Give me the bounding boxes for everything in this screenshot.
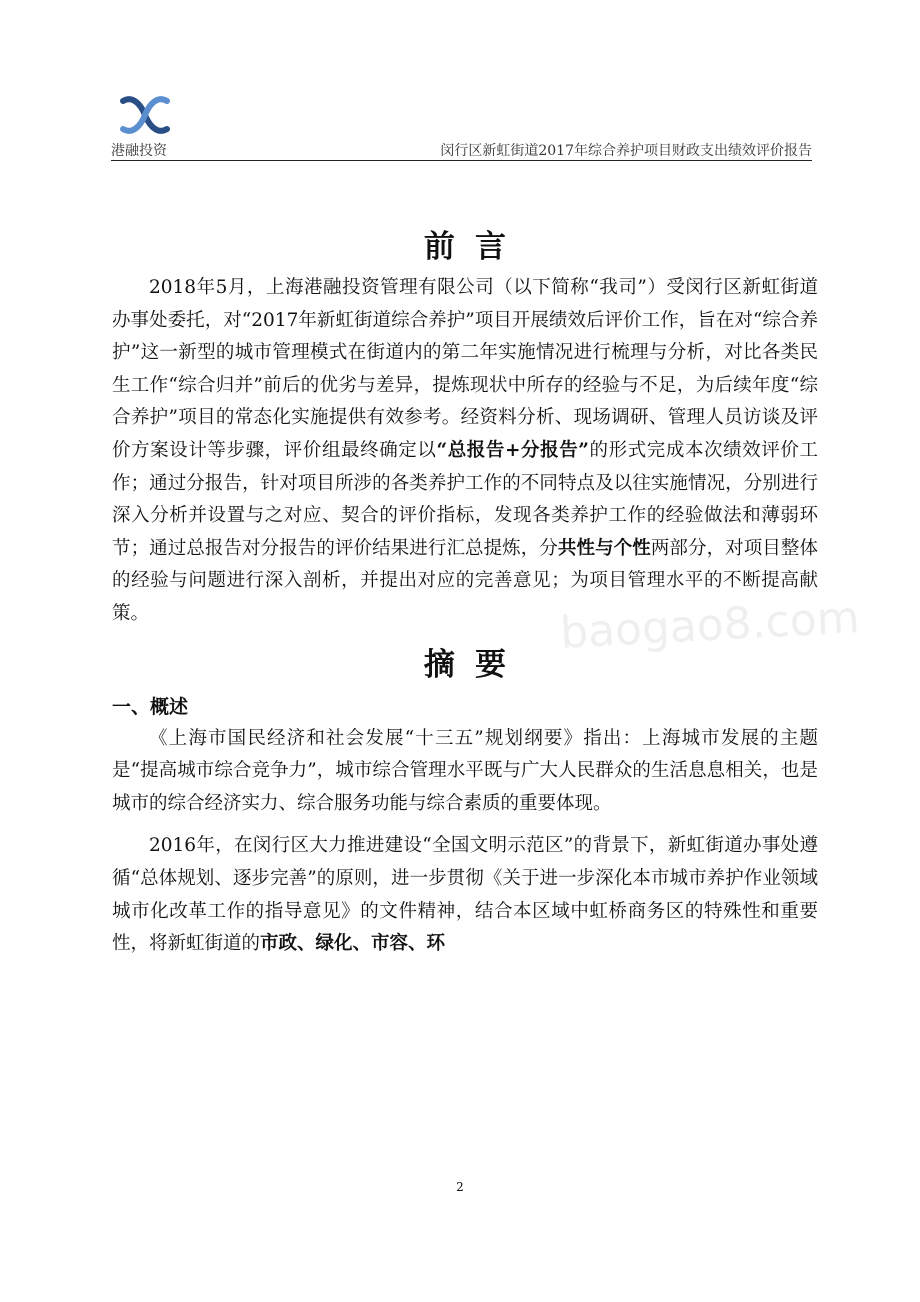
summary-paragraph-2: 2016年，在闵行区大力推进建设“全国文明示范区”的背景下，新虹街道办事处遵循“总体规划、逐步完善”的原则，进一步贯彻《关于进一步深化本市城市养护作业领域城市化改革工作的指导意见》的文件精神，结合本区域中虹桥商务区的特殊性和重要性，将新虹街道的市政、绿化、市容、环 — [112, 835, 818, 955]
page-header — [111, 92, 812, 162]
preface-heading: 前言 — [423, 229, 527, 265]
summary-heading: 摘要 — [423, 646, 527, 683]
page-body — [112, 222, 818, 961]
bold-phrase-domains: 市政、绿化、市容、环 — [260, 933, 446, 955]
bold-phrase-report-form: “总报告+分报告” — [436, 439, 589, 461]
document-title: 闵行区新虹街道2017年综合养护项目财政支出绩效评价报告 — [440, 143, 812, 159]
watermark: baogao8.com — [558, 592, 861, 659]
company-name: 港融投资 — [111, 143, 167, 159]
header-rule — [111, 160, 812, 161]
preface-paragraph: 2018年5月，上海港融投资管理有限公司（以下简称“我司”）受闵行区新虹街道办事处委托，对“2017年新虹街道综合养护”项目开展绩效后评价工作，旨在对“综合养护”这一新型的城市管理模式在街道内的第二年实施情况进行梳理与分析，对比各类民生工作“综合归并”前后的优劣与差异，提炼现状中所存的经验与不足，为后续年度“综合养护”项目的常态化实施提供有效参考。经资料分析、现场调研、管理人员访谈及评价方案设计等步骤，评价组最终确定以“总报告+分报告”的形式完成本次绩效评价工作；通过分报告，针对项目所涉的各类养护工作的不同特点及以往实施情况，分别进行深入分析并设置与之对应、契合的评价指标，发现各类养护工作的经验做法和薄弱环节；通过总报告对分报告的评价结果进行汇总提炼，分共性与个性两部分，对项目整体的经验与问题进行深入剖析，并提出对应的完善意见；为项目管理水平的不断提高献策。 — [112, 277, 818, 624]
section-title-overview: 一、概述 — [112, 695, 189, 718]
summary-paragraph-1: 《上海市国民经济和社会发展“十三五”规划纲要》指出：上海城市发展的主题是“提高城市综合竞争力”，城市综合管理水平既与广大人民群众的生活息息相关，也是城市的综合经济实力、综合服务功能与综合素质的重要体现。 — [112, 727, 818, 814]
company-logo-icon — [119, 95, 171, 135]
page-number: 2 — [456, 1180, 464, 1194]
bold-phrase-commonality: 共性与个性 — [557, 537, 651, 559]
